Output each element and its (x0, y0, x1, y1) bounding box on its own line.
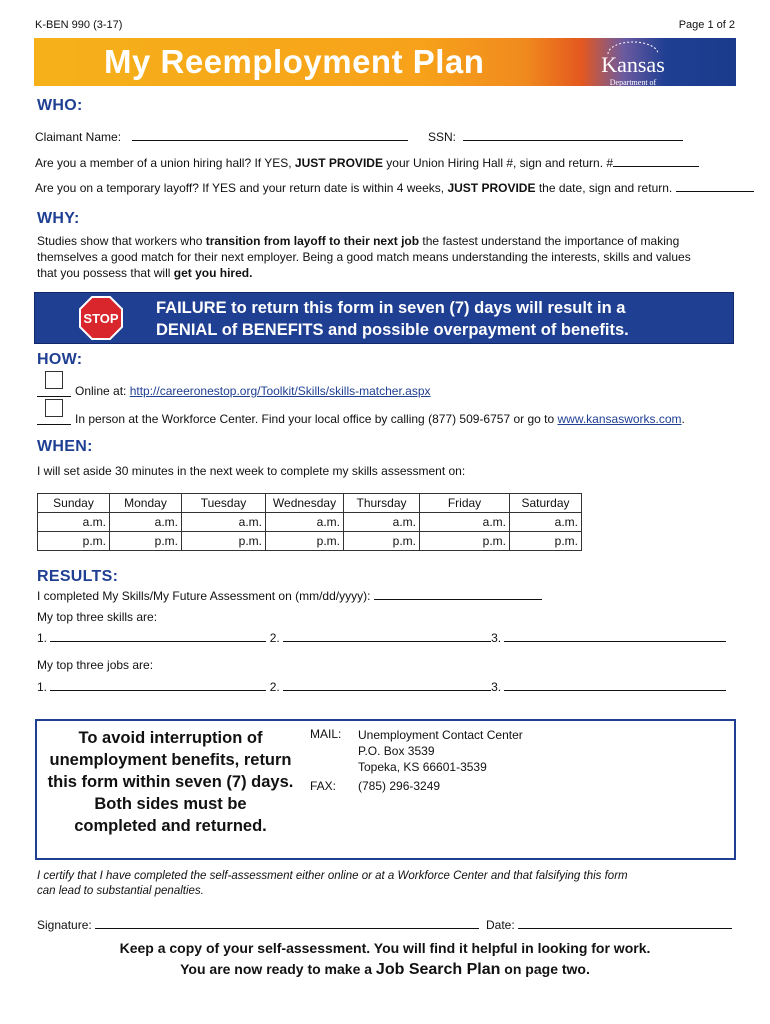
union-text: Are you a member of a union hiring hall? If YES, (35, 156, 295, 170)
stop-sign-icon (79, 296, 123, 340)
day-header: Monday (110, 494, 182, 513)
ssn-field[interactable] (463, 128, 683, 141)
job-3-field[interactable] (504, 678, 726, 691)
skills-label: My top three skills are: (37, 610, 158, 624)
jobs-label: My top three jobs are: (37, 658, 154, 672)
day-header: Wednesday (266, 494, 344, 513)
in-person-text: In person at the Workforce Center. Find your local office by calling (877) 509-6757 or go to (75, 412, 558, 426)
job-1-field[interactable] (50, 678, 266, 691)
claimant-name-field[interactable] (132, 128, 408, 141)
day-header: Sunday (38, 494, 110, 513)
in-person-check-line (37, 424, 71, 425)
day-header: Thursday (344, 494, 420, 513)
online-check-line (37, 396, 71, 397)
schedule-table (37, 493, 582, 551)
who-heading: WHO: (37, 97, 83, 114)
in-person-checkbox[interactable] (45, 399, 63, 417)
kansasworks-link[interactable]: www.kansasworks.com (557, 412, 682, 426)
footer-note: Keep a copy of your self-assessment. You will find it helpful in looking for work. (119, 940, 651, 956)
page-number: Page 1 of 2 (678, 19, 735, 31)
am-cell[interactable]: a.m. (420, 513, 510, 532)
when-intro: I will set aside 30 minutes in the next week to complete my skills assessment on: (37, 464, 466, 478)
mail-address: Unemployment Contact Center P.O. Box 3539 Topeka, KS 66601-3539 (358, 728, 523, 774)
online-label: Online at: (75, 384, 130, 398)
skill-2-field[interactable] (283, 629, 491, 642)
layoff-text-post: the date, sign and return. (535, 181, 673, 195)
why-heading: WHY: (37, 210, 80, 227)
am-cell[interactable]: a.m. (266, 513, 344, 532)
mail-label: MAIL: (310, 727, 342, 741)
layoff-text: Are you on a temporary layoff? If YES and your return date is within 4 weeks, (35, 181, 448, 195)
return-instructions: To avoid interruption of unemployment benefits, return this form within seven (7) days. Both sides must be completed and returned. (47, 729, 294, 835)
layoff-bold: JUST PROVIDE (447, 181, 536, 195)
logo-word: Kansas (601, 52, 665, 77)
pm-cell[interactable]: p.m. (110, 532, 182, 551)
day-header: Saturday (510, 494, 582, 513)
skill-1-field[interactable] (50, 629, 266, 642)
signature-field[interactable] (95, 916, 479, 929)
completed-date-field[interactable] (374, 587, 542, 600)
logo-dept: Department of Labor (609, 78, 657, 96)
skills-row: 1. 2. 3. (37, 629, 726, 645)
kansas-logo (600, 40, 666, 96)
online-checkbox[interactable] (45, 371, 63, 389)
union-bold: JUST PROVIDE (294, 156, 383, 170)
ssn-label: SSN: (428, 130, 457, 144)
date-label: Date: (486, 918, 515, 932)
page-title: My Reemployment Plan (104, 43, 485, 80)
why-paragraph: Studies show that workers who transition from layoff to their next job the fastest understand the importance of making themselves a good match for their next employer. Being a good match means understanding the interests, skills and values that you possess that will get you hired. (37, 234, 691, 280)
certification-text: I certify that I have completed the self-assessment either online or at a Workforce Center and that falsifying this form can lead to substantial penalties. (37, 870, 628, 897)
how-heading: HOW: (37, 351, 83, 368)
warning-text: FAILURE to return this form in seven (7) days will result in a DENIAL of BENEFITS and possible overpayment of benefits. (156, 299, 629, 339)
union-text-post: your Union Hiring Hall #, sign and return. # (382, 156, 614, 170)
fax-label: FAX: (310, 779, 337, 793)
completed-label: I completed My Skills/My Future Assessment on (mm/dd/yyyy): (37, 589, 371, 603)
stop-sign-text: STOP (83, 311, 119, 326)
pm-cell[interactable]: p.m. (344, 532, 420, 551)
pm-cell[interactable]: p.m. (266, 532, 344, 551)
fax-number: (785) 296-3249 (358, 779, 441, 793)
union-hall-field[interactable] (613, 154, 699, 167)
form-id: K-BEN 990 (3-17) (35, 19, 123, 31)
am-cell[interactable]: a.m. (510, 513, 582, 532)
date-field[interactable] (518, 916, 732, 929)
jobs-row: 1. 2. 3. (37, 678, 726, 694)
return-date-field[interactable] (676, 179, 754, 192)
results-heading: RESULTS: (37, 568, 119, 585)
logo-arc-icon (600, 40, 666, 54)
pm-cell[interactable]: p.m. (510, 532, 582, 551)
pm-cell[interactable]: p.m. (38, 532, 110, 551)
signature-label: Signature: (37, 918, 92, 932)
claimant-label: Claimant Name: (35, 130, 122, 144)
day-header: Friday (420, 494, 510, 513)
footer-next-step: You are now ready to make a Job Search Plan on page two. (180, 961, 590, 978)
when-heading: WHEN: (37, 438, 93, 455)
am-cell[interactable]: a.m. (110, 513, 182, 532)
online-link[interactable]: http://careeronestop.org/Toolkit/Skills/skills-matcher.aspx (129, 384, 431, 398)
pm-cell[interactable]: p.m. (182, 532, 266, 551)
skill-3-field[interactable] (504, 629, 726, 642)
am-cell[interactable]: a.m. (344, 513, 420, 532)
am-cell[interactable]: a.m. (38, 513, 110, 532)
day-header: Tuesday (182, 494, 266, 513)
job-2-field[interactable] (283, 678, 491, 691)
am-cell[interactable]: a.m. (182, 513, 266, 532)
pm-cell[interactable]: p.m. (420, 532, 510, 551)
